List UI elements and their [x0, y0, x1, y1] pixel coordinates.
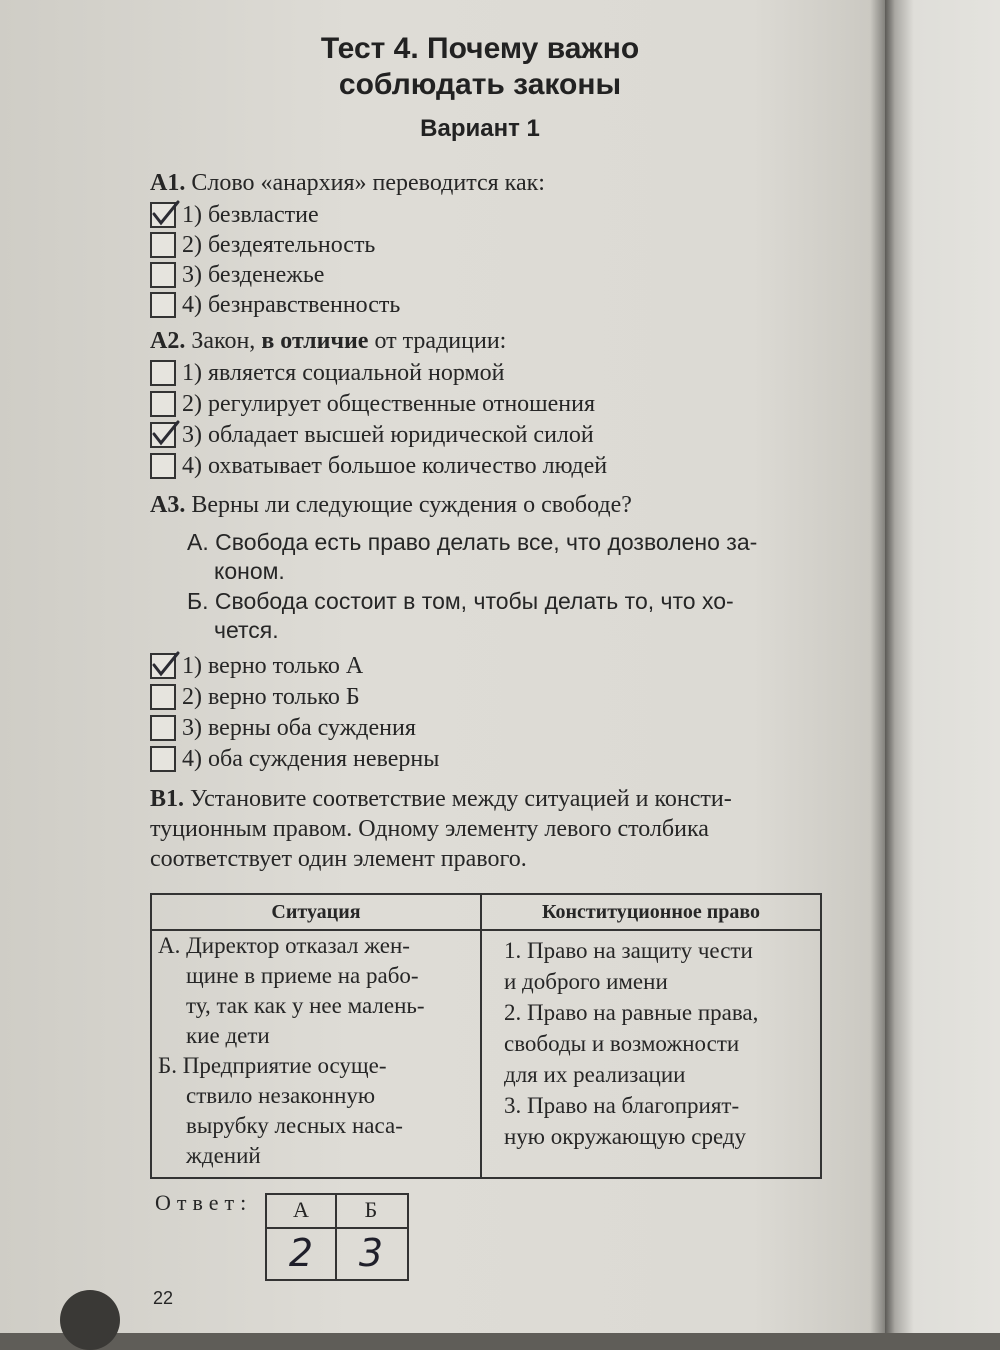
checkbox[interactable] [150, 391, 176, 417]
situation-line: ждений [186, 1143, 261, 1168]
situation-line: ту, так как у нее малень- [186, 993, 425, 1018]
right-line: ную окружающую среду [504, 1124, 747, 1149]
table-header-right: Конституционное право [541, 900, 761, 923]
b1-line3: соответствует один элемент правого. [150, 846, 527, 872]
option-label: 4) безнравственность [182, 291, 401, 318]
checkbox[interactable] [150, 453, 176, 479]
variant-heading: Вариант 1 [420, 115, 540, 142]
checkbox[interactable] [150, 360, 176, 386]
situation-line: ствило незаконную [186, 1083, 376, 1108]
question-number: А1. [150, 170, 186, 196]
question-a1 [150, 168, 830, 198]
right-line: 1. Право на защиту чести [504, 938, 753, 963]
book-gutter [870, 0, 895, 1333]
option-label: 3) безденежье [182, 261, 325, 288]
checkbox[interactable] [150, 232, 176, 258]
option-label: 4) охватывает большое количество людей [182, 452, 608, 479]
option-a1-2[interactable] [150, 230, 375, 260]
question-text: Слово «анархия» переводится как: [191, 170, 545, 196]
question-text-post: от традиции: [374, 328, 507, 354]
question-number: А2. [150, 328, 186, 354]
binder-ring [60, 1290, 120, 1350]
option-a3-3[interactable] [150, 713, 416, 743]
statement-b-line1: Б. Свобода состоит в том, чтобы делать то, что хо- [187, 588, 734, 614]
answer-label: Ответ: [155, 1190, 253, 1215]
option-a2-3[interactable] [150, 420, 594, 450]
matching-table [150, 893, 822, 1179]
answer-col-b: Б [364, 1197, 378, 1222]
question-text-pre: Закон, [191, 328, 256, 354]
answer-b-value[interactable]: 3 [358, 1231, 384, 1275]
facing-page-edge [885, 0, 1000, 1333]
option-label: 1) верно только А [182, 652, 364, 679]
option-label: 2) верно только Б [182, 683, 360, 710]
situation-line: Б. Предприятие осуще- [158, 1053, 387, 1078]
question-number: В1. [150, 786, 185, 812]
option-label: 2) регулирует общественные отношения [182, 390, 596, 417]
answer-a-value[interactable]: 2 [288, 1231, 314, 1275]
test-title-line1: Тест 4. Почему важно [320, 32, 640, 65]
option-label: 3) верны оба суждения [182, 714, 416, 741]
option-a2-4[interactable] [150, 451, 607, 481]
check-mark-icon [148, 647, 182, 681]
option-a1-3[interactable] [150, 260, 324, 290]
question-number: А3. [150, 492, 186, 518]
statement-b-line2: чется. [214, 617, 279, 643]
b1-line2: туционным правом. Одному элементу левого столбика [150, 816, 709, 842]
option-a1-4[interactable] [150, 290, 400, 320]
statement-a-line2: коном. [214, 558, 285, 584]
option-a1-1[interactable] [150, 200, 319, 230]
question-text: Верны ли следующие суждения о свободе? [191, 492, 632, 518]
answer-grid [265, 1193, 409, 1281]
question-a3 [150, 490, 830, 520]
checkbox[interactable] [150, 684, 176, 710]
right-line: 3. Право на благоприят- [504, 1093, 740, 1118]
situation-line: вырубку лесных наса- [186, 1113, 403, 1138]
option-a2-2[interactable] [150, 389, 595, 419]
checkbox[interactable] [150, 292, 176, 318]
page-number: 22 [153, 1288, 174, 1308]
checkbox-checked[interactable] [150, 653, 176, 679]
statement-a [187, 528, 827, 586]
table-header-situation: Ситуация [271, 900, 361, 923]
check-mark-icon [148, 196, 182, 230]
b1-line1: Установите соответствие между ситуацией и консти- [190, 786, 732, 812]
check-mark-icon [148, 416, 182, 450]
situation-line: кие дети [186, 1023, 270, 1048]
option-label: 1) является социальной нормой [182, 359, 505, 386]
right-line: и доброго имени [504, 969, 668, 994]
option-a3-1[interactable] [150, 651, 363, 681]
option-label: 3) обладает высшей юридической силой [182, 421, 594, 448]
checkbox-checked[interactable] [150, 202, 176, 228]
question-text-bold: в отличие [261, 328, 369, 354]
question-a2 [150, 326, 830, 356]
checkbox[interactable] [150, 746, 176, 772]
checkbox[interactable] [150, 262, 176, 288]
right-line: для их реализации [504, 1062, 686, 1087]
option-a3-4[interactable] [150, 744, 439, 774]
situation-line: А. Директор отказал жен- [158, 933, 410, 958]
question-b1 [150, 784, 830, 874]
answer-col-a: А [293, 1197, 309, 1222]
option-label: 1) безвластие [182, 201, 319, 228]
checkbox-checked[interactable] [150, 422, 176, 448]
option-a2-1[interactable] [150, 358, 505, 388]
option-a3-2[interactable] [150, 682, 360, 712]
option-label: 2) бездеятельность [182, 231, 376, 258]
statement-a-line1: А. Свобода есть право делать все, что дозволено за- [187, 529, 758, 555]
situation-line: щине в приеме на рабо- [186, 963, 419, 988]
checkbox[interactable] [150, 715, 176, 741]
statement-b [187, 587, 827, 645]
option-label: 4) оба суждения неверны [182, 745, 440, 772]
table-divider [480, 895, 482, 1177]
situation-column [158, 931, 476, 1171]
right-line: свободы и возможности [504, 1031, 740, 1056]
test-title-line2: соблюдать законы [338, 68, 622, 101]
right-line: 2. Право на равные права, [504, 1000, 759, 1025]
rights-column [504, 935, 814, 1152]
